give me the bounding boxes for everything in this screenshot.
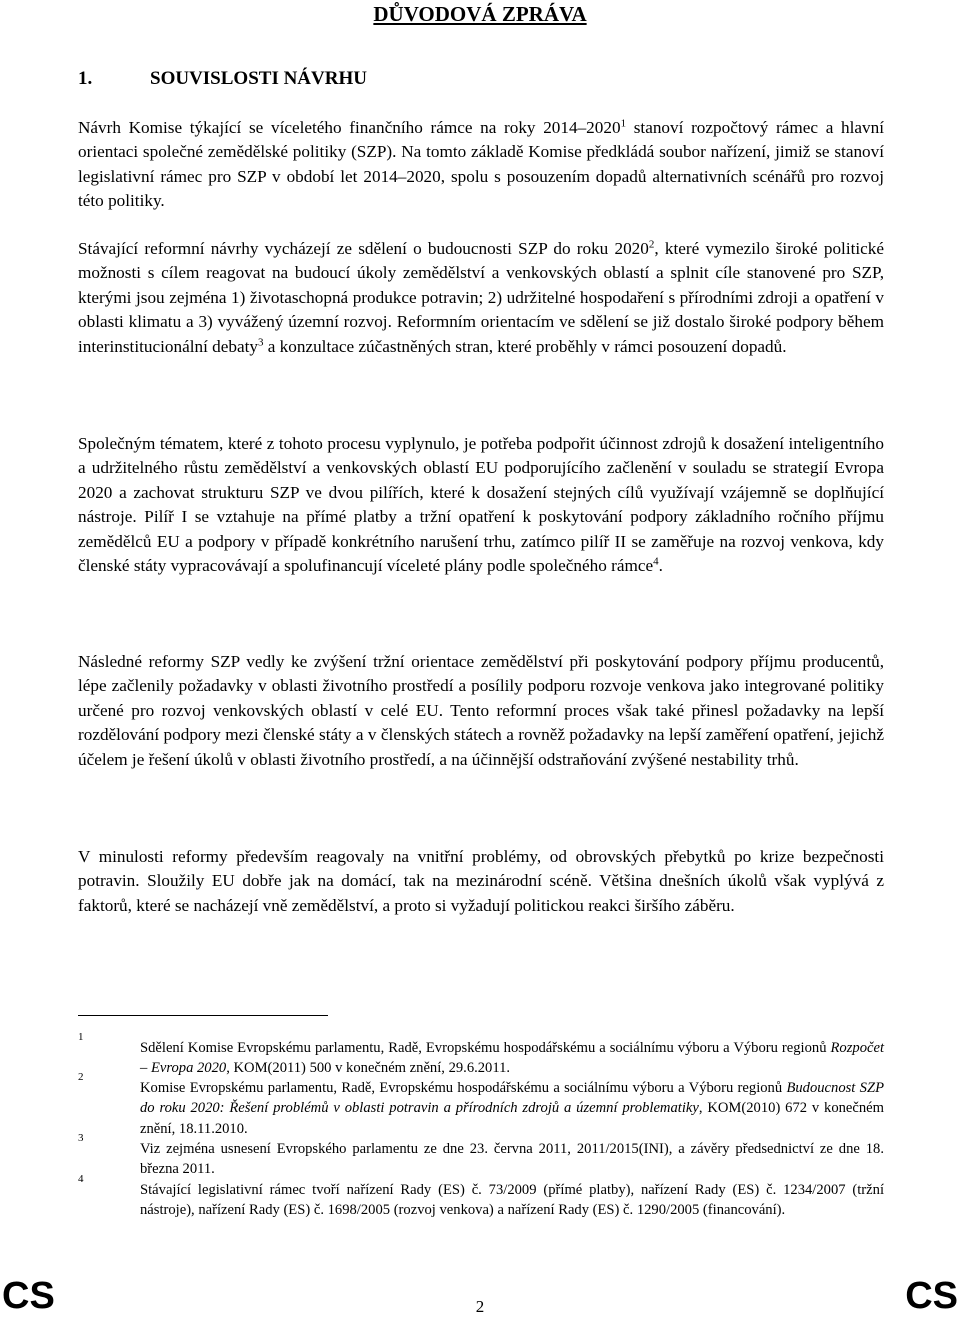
section-number: 1. xyxy=(78,68,93,89)
paragraph-4: Následné reformy SZP vedly ke zvýšení tržní orientace zemědělství při poskytování podpory příjmu producentů, lépe začlenily požadavky v oblasti životního prostředí a posílily podporu rozvoje venkova jako integrované politiky určené pro rozvoj venkovských oblastí v celé EU. Tento reformní proces však také přinesl požadavky na lepší rozdělování podpory mezi členské státy a v členských státech a rovněž požadavky na lepší zaměření opatření, jejichž účelem je řešení úkolů v oblasti životního prostředí, a na účinnější odstraňování zvýšené nestability trhů. xyxy=(78,652,884,769)
footnote-1-text-a: Sdělení Komise Evropskému parlamentu, Radě, Evropskému hospodářskému a sociálnímu výboru a Výboru regionů xyxy=(140,1040,831,1056)
footnote-text: Viz zejména usnesení Evropského parlamentu ze dne 23. června 2011, 2011/2015(INI), a závěry předsednictví ze dne 18. března 2011. xyxy=(140,1141,884,1178)
paragraph-1-text-a: Návrh Komise týkající se víceletého finančního rámce na roky 2014–2020 xyxy=(78,118,621,137)
footnote-2-text-b: , KOM(2010) 672 v konečném znění, 18.11.2010. xyxy=(140,1100,884,1137)
paragraph-2-text-b: , které vymezilo široké politické možnosti s cílem reagovat na budoucí úkoly zemědělství a venkovských oblastí a splnit cíle stanovené pro SZP, kterými jsou zejména 1) životaschopná produkce potravin; 2) udržitelné hospodaření s přírodními zdroji a opatření v oblasti klimatu a 3) vyvážený územní rozvoj. Reformním orientacím ve sdělení se již dostalo široké podpory během interinstitucionální debaty xyxy=(78,239,885,356)
footnote-ref-1: 1 xyxy=(620,117,627,130)
footnote-2-title: Budoucnost SZP do roku 2020: Řešení problémů v oblasti potravin a přírodních zdrojů a územní problematiky xyxy=(140,1080,884,1117)
page-number: 2 xyxy=(475,1297,485,1316)
paragraph-3 xyxy=(78,432,884,578)
footnote-4 xyxy=(78,1173,884,1221)
footnote-text xyxy=(140,1078,884,1139)
paragraph-5: V minulosti reformy především reagovaly na vnitřní problémy, od obrovských přebytků po krize bezpečnosti potravin. Sloužily EU dobře jak na domácí, tak na mezinárodní scéně. Většina dnešních úkolů však vyplývá z faktorů, které se nacházejí vně zemědělství, a proto si vyžadují politickou reakci širšího záběru. xyxy=(78,847,884,915)
language-code-left: CS xyxy=(2,1275,55,1317)
footnote-number: 4 xyxy=(78,1173,84,1185)
footnote-text xyxy=(140,1038,884,1079)
footnote-text: Stávající legislativní rámec tvoří nařízení Rady (ES) č. 73/2009 (přímé platby), nařízení Rady (ES) č. 1234/2007 (tržní nástroje), nařízení Rady (ES) č. 1698/2005 (rozvoj venkova) a nařízení Rady (ES) č. 1290/2005 (financování). xyxy=(140,1182,884,1219)
language-code-right: CS xyxy=(905,1275,958,1317)
section-heading xyxy=(78,68,367,90)
footnote-number: 3 xyxy=(78,1132,84,1144)
footnote-ref-2: 2 xyxy=(648,238,655,251)
footnote-3 xyxy=(78,1132,884,1180)
paragraph-3-text-a: Společným tématem, které z tohoto procesu vyplynulo, je potřeba podpořit účinnost zdrojů k dosažení inteligentního a udržitelného růstu zemědělství a venkovských oblastí EU podporujícího začlenění v souladu se strategií Evropa 2020 a zachovat strukturu SZP ve dvou pilířích, které k dosažení stejných cílů využívají vzájemně se doplňující nástroje. Pilíř I se vztahuje na přímé platby a tržní opatření k poskytování podpory základního ročního příjmu zemědělců EU a podpory v případě konkrétního narušení trhu, zatímco pilíř II se zaměřuje na rozvoj venkova, kdy členské státy vypracovávají a spolufinancují víceleté plány podle společného rámce xyxy=(78,434,884,576)
footnote-2-text-a: Komise Evropskému parlamentu, Radě, Evropskému hospodářskému a sociálnímu výboru a Výboru regionů xyxy=(140,1080,787,1096)
footnote-ref-3: 3 xyxy=(257,335,264,348)
paragraph-3-text-b: . xyxy=(658,556,663,576)
document-title: DŮVODOVÁ ZPRÁVA xyxy=(373,2,587,26)
footnote-separator xyxy=(78,1015,328,1016)
paragraph-1 xyxy=(78,116,884,214)
footnote-2 xyxy=(78,1071,884,1139)
footnote-number: 1 xyxy=(78,1031,84,1043)
footnote-ref-4: 4 xyxy=(653,555,659,568)
footnote-1 xyxy=(78,1031,884,1079)
section-title: SOUVISLOSTI NÁVRHU xyxy=(150,68,367,89)
footnote-1-title: Rozpočet – Evropa 2020 xyxy=(140,1040,884,1077)
paragraph-2-text-a: Stávající reformní návrhy vycházejí ze sdělení o budoucnosti SZP do roku 2020 xyxy=(78,239,649,258)
paragraph-2 xyxy=(78,237,884,359)
footnote-1-text-b: , KOM(2011) 500 v konečném znění, 29.6.2011. xyxy=(226,1060,511,1077)
paragraph-1-text-b: stanoví rozpočtový rámec a hlavní orientaci společné zemědělské politiky (SZP). Na tomto základě Komise předkládá soubor nařízení, jimiž se stanoví legislativní rámec pro SZP v období let 2014–2020, spolu s posouzením dopadů alternativních scénářů pro rozvoj této politiky. xyxy=(78,118,884,211)
paragraph-2-text-c: a konzultace zúčastněných stran, které proběhly v rámci posouzení dopadů. xyxy=(263,336,787,356)
footnote-number: 2 xyxy=(78,1071,84,1083)
